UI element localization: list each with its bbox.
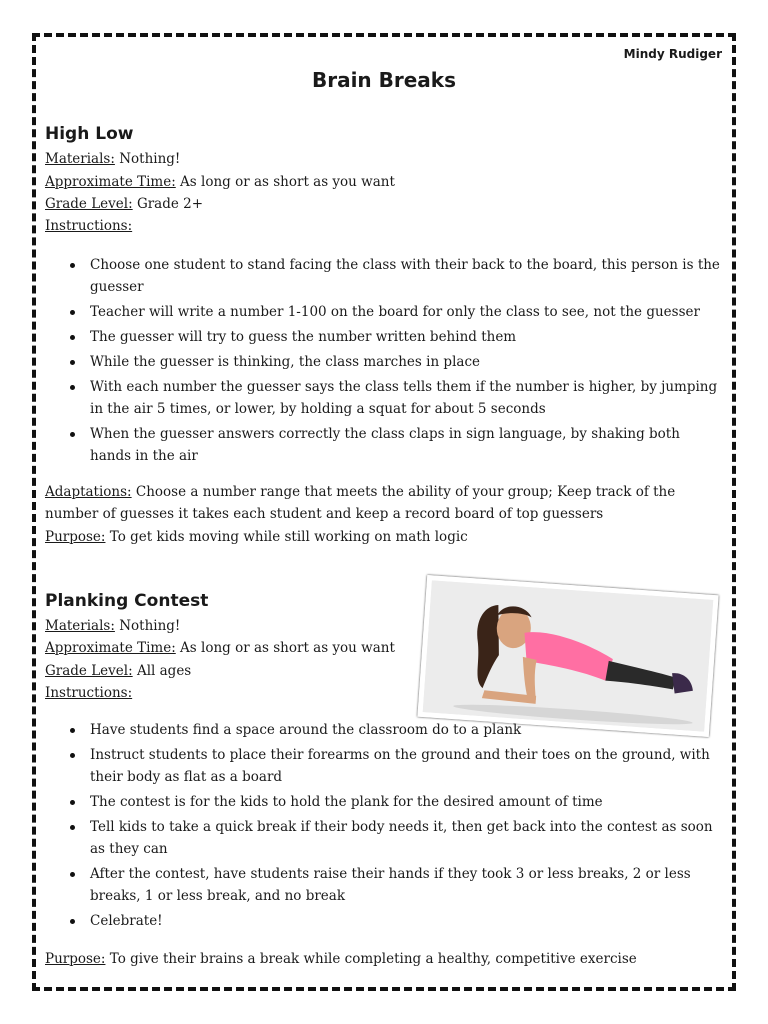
purpose-label: Purpose: [45,951,106,967]
list-item: After the contest, have students raise their hands if they took 3 or less breaks, 2 or less breaks, 1 or less break, and no break [45,863,720,907]
list-item: Have students find a space around the classroom do to a plank [45,719,720,741]
materials-label: Materials: [45,618,115,634]
instructions-label: Instructions: [45,218,133,234]
list-item: With each number the guesser says the class tells them if the number is higher, by jumping in the air 5 times, or lower, by holding a squat for about 5 seconds [45,376,720,420]
list-item: While the guesser is thinking, the class marches in place [45,351,720,373]
high-low-grade [45,193,203,215]
materials-label: Materials: [45,151,115,167]
planking-materials [45,615,180,637]
planking-heading: Planking Contest [45,591,209,611]
list-item: The guesser will try to guess the number written behind them [45,326,720,348]
purpose-value: To give their brains a break while completing a healthy, competitive exercise [105,951,637,967]
high-low-purpose [45,526,468,548]
adaptations-value: Choose a number range that meets the ability of your group; Keep track of the number of guesses it takes each student and keep a record board of top guessers [45,484,676,522]
time-value: As long or as short as you want [175,640,395,656]
materials-value: Nothing! [114,151,181,167]
planking-purpose [45,948,637,970]
list-item: Tell kids to take a quick break if their body needs it, then get back into the contest as soon as they can [45,816,720,860]
instructions-label: Instructions: [45,685,133,701]
grade-value: All ages [132,663,192,679]
list-item: Choose one student to stand facing the class with their back to the board, this person is the guesser [45,254,720,298]
high-low-instructions-label [45,215,132,237]
high-low-time [45,171,395,193]
planking-instructions-list [45,719,720,935]
purpose-value: To get kids moving while still working on math logic [105,529,468,545]
list-item: The contest is for the kids to hold the plank for the desired amount of time [45,791,720,813]
purpose-label: Purpose: [45,529,106,545]
materials-value: Nothing! [114,618,181,634]
planking-girl-photo [417,575,718,737]
grade-value: Grade 2+ [132,196,204,212]
author-name: Mindy Rudiger [623,47,722,61]
grade-label: Grade Level: [45,196,133,212]
planking-time [45,637,395,659]
high-low-adaptations [45,481,705,525]
list-item: Teacher will write a number 1-100 on the board for only the class to see, not the guesser [45,301,720,323]
planking-grade [45,660,191,682]
adaptations-label: Adaptations: [45,484,132,500]
planking-illustration [423,580,714,731]
time-label: Approximate Time: [45,640,176,656]
list-item: Instruct students to place their forearms on the ground and their toes on the ground, with their body as flat as a board [45,744,720,788]
high-low-materials [45,148,180,170]
high-low-instructions-list [45,254,720,470]
page-title: Brain Breaks [311,68,457,92]
planking-instructions-label [45,682,132,704]
grade-label: Grade Level: [45,663,133,679]
high-low-heading: High Low [45,124,134,144]
time-value: As long or as short as you want [175,174,395,190]
list-item: Celebrate! [45,910,720,932]
time-label: Approximate Time: [45,174,176,190]
list-item: When the guesser answers correctly the class claps in sign language, by shaking both hands in the air [45,423,720,467]
